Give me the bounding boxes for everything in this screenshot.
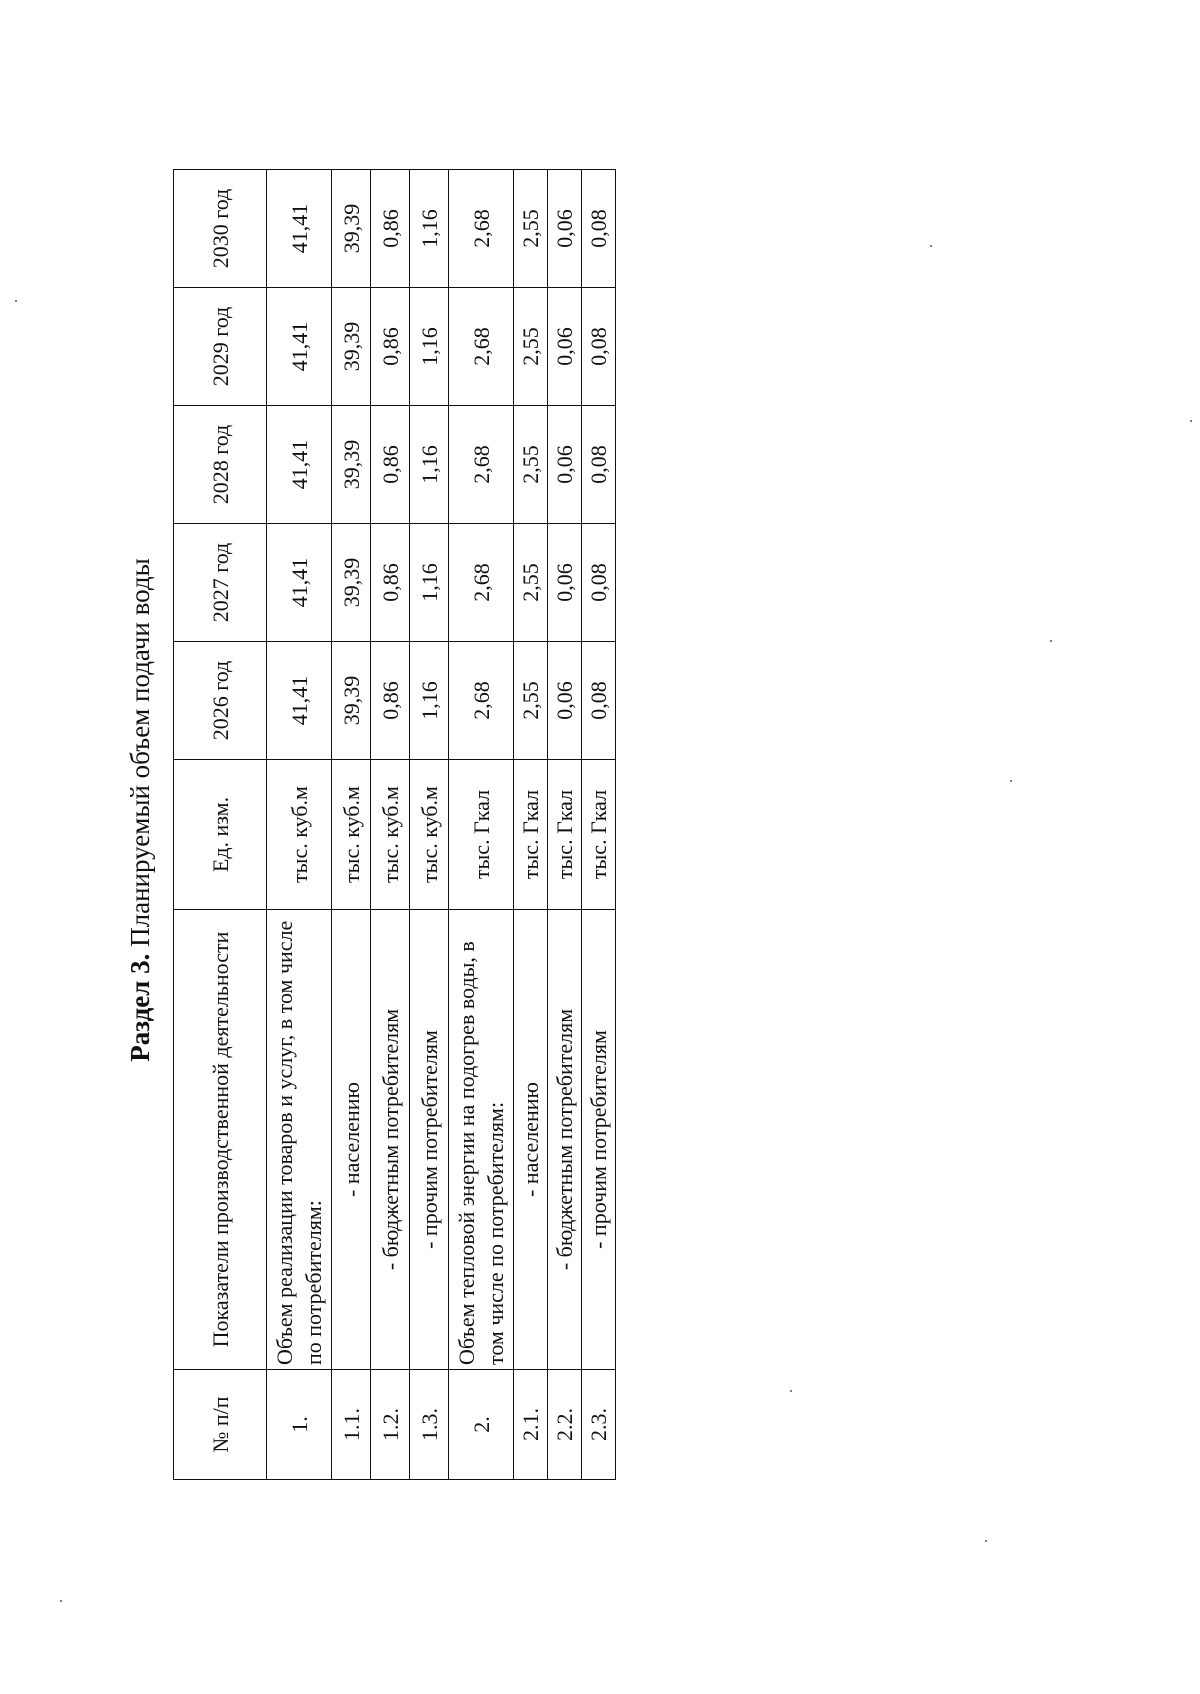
- row-indicator: - бюджетным потребителям: [548, 910, 582, 1370]
- row-value: 41,41: [267, 642, 332, 760]
- table-row: [582, 170, 616, 1480]
- row-indicator: - прочим потребителям: [582, 910, 616, 1370]
- col-header-year: 2029 год: [174, 288, 267, 406]
- row-value: 0,08: [582, 524, 616, 642]
- row-value: 39,39: [332, 170, 371, 288]
- row-value: 0,86: [371, 170, 410, 288]
- row-value: 0,86: [371, 288, 410, 406]
- row-unit: тыс. Гкал: [548, 760, 582, 910]
- row-unit: тыс. куб.м: [371, 760, 410, 910]
- row-value: 0,08: [582, 642, 616, 760]
- col-header-indicator: Показатели производственной деятельности: [174, 910, 267, 1370]
- row-value: 0,06: [548, 524, 582, 642]
- row-value: 0,08: [582, 170, 616, 288]
- row-indicator: Объем тепловой энергии на подогрев воды, в том числе по потребителям:: [449, 910, 514, 1370]
- row-unit: тыс. куб.м: [332, 760, 371, 910]
- row-value: 0,08: [582, 406, 616, 524]
- row-num: 1.3.: [410, 1370, 449, 1480]
- scan-speck: [790, 1390, 792, 1392]
- row-num: 1.: [267, 1370, 332, 1480]
- row-value: 0,06: [548, 406, 582, 524]
- row-indicator: - прочим потребителям: [410, 910, 449, 1370]
- col-header-num: № п/п: [174, 1370, 267, 1480]
- col-header-year: 2028 год: [174, 406, 267, 524]
- table-row: [410, 170, 449, 1480]
- section-title: [125, 90, 155, 1530]
- row-num: 2.1.: [514, 1370, 548, 1480]
- row-num: 2.3.: [582, 1370, 616, 1480]
- row-value: 2,55: [514, 170, 548, 288]
- table-row: [267, 170, 332, 1480]
- row-value: 0,06: [548, 642, 582, 760]
- scan-speck: [1190, 420, 1192, 422]
- row-num: 1.2.: [371, 1370, 410, 1480]
- row-value: 2,68: [449, 406, 514, 524]
- row-value: 1,16: [410, 170, 449, 288]
- scan-speck: [60, 1600, 62, 1602]
- table-row: [548, 170, 582, 1480]
- row-value: 39,39: [332, 642, 371, 760]
- row-value: 39,39: [332, 524, 371, 642]
- scan-speck: [985, 1540, 987, 1542]
- row-value: 2,55: [514, 524, 548, 642]
- row-value: 41,41: [267, 288, 332, 406]
- row-indicator: - населению: [332, 910, 371, 1370]
- row-num: 1.1.: [332, 1370, 371, 1480]
- row-value: 2,68: [449, 288, 514, 406]
- row-value: 0,06: [548, 170, 582, 288]
- table-row: [332, 170, 371, 1480]
- row-unit: тыс. Гкал: [449, 760, 514, 910]
- water-supply-table: [173, 169, 616, 1480]
- row-value: 1,16: [410, 524, 449, 642]
- row-value: 2,68: [449, 170, 514, 288]
- row-value: 0,06: [548, 288, 582, 406]
- row-value: 0,86: [371, 642, 410, 760]
- row-indicator: - населению: [514, 910, 548, 1370]
- row-value: 1,16: [410, 406, 449, 524]
- table-row: [371, 170, 410, 1480]
- section-label: Раздел 3.: [125, 953, 155, 1062]
- scan-speck: [930, 245, 932, 247]
- rotated-page: [125, 50, 655, 1530]
- row-unit: тыс. куб.м: [410, 760, 449, 910]
- row-unit: тыс. куб.м: [267, 760, 332, 910]
- row-value: 1,16: [410, 288, 449, 406]
- section-title-text: Планируемый объем подачи воды: [125, 558, 155, 947]
- row-value: 1,16: [410, 642, 449, 760]
- col-header-year: 2026 год: [174, 642, 267, 760]
- row-value: 2,55: [514, 406, 548, 524]
- row-value: 41,41: [267, 524, 332, 642]
- row-value: 0,08: [582, 288, 616, 406]
- col-header-unit: Ед. изм.: [174, 760, 267, 910]
- row-value: 2,55: [514, 642, 548, 760]
- row-indicator: - бюджетным потребителям: [371, 910, 410, 1370]
- row-value: 2,68: [449, 642, 514, 760]
- row-value: 2,55: [514, 288, 548, 406]
- row-num: 2.: [449, 1370, 514, 1480]
- scan-speck: [1010, 780, 1012, 782]
- row-value: 2,68: [449, 524, 514, 642]
- table-header-row: [174, 170, 267, 1480]
- row-value: 41,41: [267, 170, 332, 288]
- table-row: [514, 170, 548, 1480]
- col-header-year: 2027 год: [174, 524, 267, 642]
- table-row: [449, 170, 514, 1480]
- row-value: 0,86: [371, 406, 410, 524]
- row-indicator: Объем реализации товаров и услуг, в том числе по потребителям:: [267, 910, 332, 1370]
- col-header-year: 2030 год: [174, 170, 267, 288]
- row-value: 39,39: [332, 288, 371, 406]
- row-num: 2.2.: [548, 1370, 582, 1480]
- scan-speck: [1050, 640, 1052, 642]
- scan-speck: [15, 300, 17, 302]
- row-unit: тыс. Гкал: [582, 760, 616, 910]
- row-unit: тыс. Гкал: [514, 760, 548, 910]
- row-value: 39,39: [332, 406, 371, 524]
- row-value: 41,41: [267, 406, 332, 524]
- row-value: 0,86: [371, 524, 410, 642]
